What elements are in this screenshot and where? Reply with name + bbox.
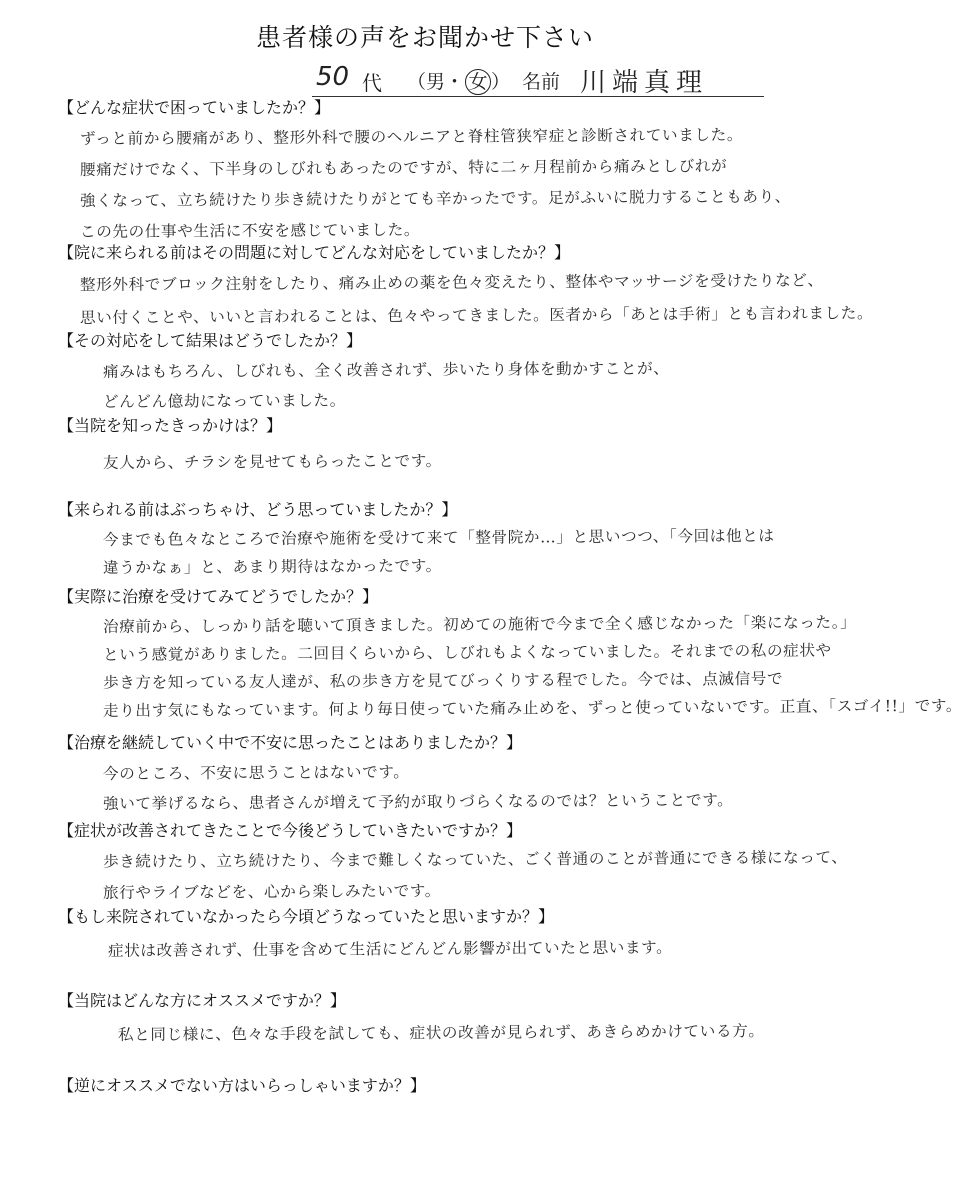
name-label: 名前 xyxy=(522,71,561,93)
section-answer xyxy=(103,759,838,819)
section-answer xyxy=(103,526,838,582)
answer-line: 強いて挙げるなら、患者さんが増えて予約が取りづらくなるのでは？ということです。 xyxy=(102,791,734,813)
section-answer xyxy=(102,613,962,725)
answer-line: 今までも色々なところで治療や施術を受けて来て「整骨院か…」と思いつつ、「今回は他とは xyxy=(102,526,775,549)
age-suffix: 代 xyxy=(362,71,382,95)
name-value: 川端真理 xyxy=(580,68,709,98)
section-prior-treatment xyxy=(58,240,874,335)
answer-line: 整形外科でブロック注射をしたり、痛み止めの薬を色々変えたり、整体やマッサージを受けたりなど、 xyxy=(79,271,824,294)
respondent-info xyxy=(312,62,762,96)
section-symptoms xyxy=(58,95,838,248)
answer-line: 思い付くことや、いいと言われることは、色々やってきました。医者から「あとは手術」とも言われました。 xyxy=(79,304,874,327)
section-question: 【当院はどんな方にオススメですか？】 xyxy=(58,991,346,1010)
answer-line: 友人から、チラシを見せてもらったことです。 xyxy=(102,451,442,472)
section-question: 【当院を知ったきっかけは？】 xyxy=(58,416,283,435)
section-question: 【逆にオススメでない方はいらっしゃいますか？】 xyxy=(58,1076,426,1095)
answer-line: 歩き方を知っている友人達が、私の歩き方を見てびっくりする程でした。今では、点滅信号で xyxy=(102,669,784,692)
section-treatment-experience xyxy=(58,584,962,725)
section-answer xyxy=(118,1019,838,1051)
gender-selected-circle: 女 xyxy=(465,69,491,95)
section-prior-result xyxy=(58,328,838,417)
section-question: 【実際に治療を受けてみてどうでしたか？】 xyxy=(58,587,379,606)
section-discovery xyxy=(58,413,838,480)
section-question: 【その対応をして結果はどうでしたか？】 xyxy=(58,331,363,350)
answer-line: 強くなって、立ち続けたり歩き続けたりがとても辛かったです。足がふいに脱力することもあり、 xyxy=(79,187,792,210)
section-not-recommended-for xyxy=(58,1073,838,1096)
section-answer xyxy=(103,446,838,480)
answer-line: 歩き続けたり、立ち続けたり、今まで難しくなっていた、ごく普通のことが普通にできる様になって、 xyxy=(102,848,848,871)
age-value: 50 xyxy=(316,62,350,92)
answer-line: 症状は改善されず、仕事を含めて生活にどんどん影響が出ていたと思います。 xyxy=(107,938,673,960)
section-question: 【来られる前はぶっちゃけ、どう思っていましたか？】 xyxy=(58,500,458,519)
section-expectations xyxy=(58,497,838,582)
section-question: 【院に来られる前はその問題に対してどんな対応をしていましたか？】 xyxy=(58,243,571,262)
answer-line: どんどん億劫になっていました。 xyxy=(102,391,346,411)
section-question: 【どんな症状で困っていましたか？】 xyxy=(58,98,331,117)
section-future-goals xyxy=(58,818,848,909)
section-answer xyxy=(108,935,838,967)
section-answer xyxy=(102,847,848,909)
answer-line: 走り出す気にもなっています。何より毎日使っていた痛み止めを、ずっと使っていないです。正直、「スゴイ!!」です。 xyxy=(102,696,962,720)
gender-field xyxy=(407,67,510,95)
section-recommended-for xyxy=(58,988,838,1051)
section-answer xyxy=(103,357,838,417)
answer-line: ずっと前から腰痛があり、整形外科で腰のヘルニアと脊柱管狭窄症と診断されていました。 xyxy=(79,125,744,148)
answer-line: 旅行やライブなどを、心から楽しみたいです。 xyxy=(102,881,441,902)
answer-line: この先の仕事や生活に不安を感じていました。 xyxy=(79,220,421,241)
gender-prefix: （男・ xyxy=(407,71,465,93)
section-question: 【もし来院されていなかったら今頃どうなっていたと思いますか？】 xyxy=(58,907,555,926)
answer-line: 治療前から、しっかり話を聴いて頂きました。初めての施術で今まで全く感じなかった「楽になった。」 xyxy=(102,613,857,636)
section-without-visit xyxy=(58,904,838,967)
answer-line: 違うかなぁ」と、あまり期待はなかったです。 xyxy=(102,556,442,577)
section-concerns xyxy=(58,730,838,819)
answer-line: 痛みはもちろん、しびれも、全く改善されず、歩いたり身体を動かすことが、 xyxy=(102,359,670,381)
section-question: 【治療を継続していく中で不安に思ったことはありましたか？】 xyxy=(58,733,523,752)
gender-suffix: ） xyxy=(491,71,511,93)
section-question: 【症状が改善されてきたことで今後どうしていきたいですか？】 xyxy=(58,821,523,840)
answer-line: 腰痛だけでなく、下半身のしびれもあったのですが、特に二ヶ月程前から痛みとしびれが xyxy=(79,157,728,179)
answer-line: 今のところ、不安に思うことはないです。 xyxy=(102,763,410,783)
section-answer xyxy=(79,269,874,335)
section-answer xyxy=(80,124,838,248)
answer-line: 私と同じ様に、色々な手段を試しても、症状の改善が見られず、あきらめかけている方。 xyxy=(117,1022,765,1044)
answer-line: という感覚がありました。二回目くらいから、しびれもよくなっていました。それまでの私の症状や xyxy=(102,641,832,664)
form-title: 患者様の声をお聞かせ下さい xyxy=(255,23,594,52)
